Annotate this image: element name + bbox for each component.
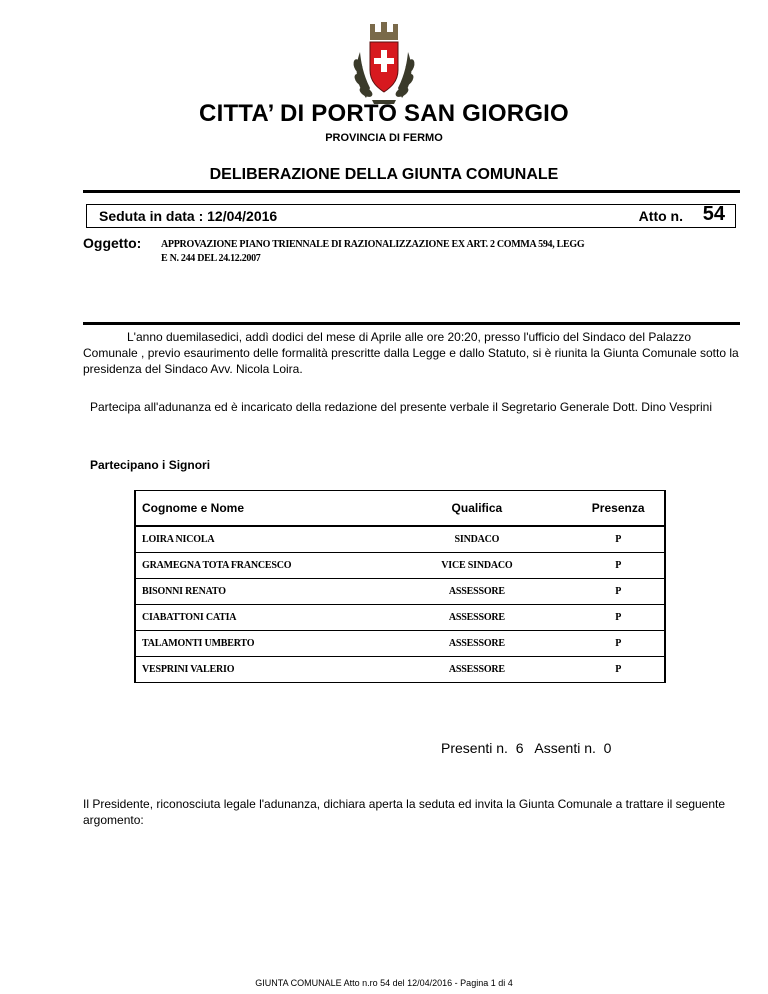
city-title: CITTA’ DI PORTO SAN GIORGIO bbox=[199, 100, 569, 127]
atto-number: 54 bbox=[702, 203, 725, 225]
oggetto-text bbox=[161, 238, 721, 266]
oggetto-line-1: APPROVAZIONE PIANO TRIENNALE DI RAZIONALIZZAZIONE EX ART. 2 COMMA 594, LEGG bbox=[161, 239, 585, 250]
member-name: LOIRA NICOLA bbox=[135, 526, 381, 553]
table-row bbox=[135, 657, 665, 683]
member-name: VESPRINI VALERIO bbox=[135, 657, 381, 683]
page-footer: GIUNTA COMUNALE Atto n.ro 54 del 12/04/2016 - Pagina 1 di 4 bbox=[255, 978, 513, 988]
table-header-row bbox=[135, 491, 665, 527]
member-presence: P bbox=[572, 657, 665, 683]
member-role: VICE SINDACO bbox=[381, 553, 572, 579]
assenti-count: Assenti n. 0 bbox=[534, 740, 612, 756]
participants-heading: Partecipano i Signori bbox=[90, 458, 211, 472]
member-role: ASSESSORE bbox=[381, 579, 572, 605]
oggetto-label: Oggetto: bbox=[83, 235, 142, 251]
header-qualifica: Qualifica bbox=[381, 491, 572, 527]
member-presence: P bbox=[572, 579, 665, 605]
municipal-crest-icon bbox=[348, 18, 420, 110]
intro-paragraph: L'anno duemilasedici, addì dodici del mese di Aprile alle ore 20:20, presso l'ufficio del Sindaco del Palazzo Comunale , previo esaurimento delle formalità prescritte dalla Legge e dallo Statuto, si è riunita la Giunta Comunale sotto la presidenza del Sindaco Avv. Nicola Loira. bbox=[83, 330, 739, 376]
province-subtitle: PROVINCIA DI FERMO bbox=[325, 132, 443, 144]
header-cognome-nome: Cognome e Nome bbox=[135, 491, 381, 527]
member-name: GRAMEGNA TOTA FRANCESCO bbox=[135, 553, 381, 579]
member-name: CIABATTONI CATIA bbox=[135, 605, 381, 631]
closing-paragraph: Il Presidente, riconosciuta legale l'adunanza, dichiara aperta la seduta ed invita la Giunta Comunale a trattare il seguente argomento: bbox=[83, 797, 726, 827]
seduta-date: Seduta in data : 12/04/2016 bbox=[99, 208, 278, 224]
body-divider bbox=[83, 322, 740, 325]
seduta-box bbox=[86, 204, 736, 228]
header-divider bbox=[83, 190, 740, 193]
table-row bbox=[135, 631, 665, 657]
attendance-summary bbox=[441, 740, 611, 756]
members-table bbox=[134, 490, 666, 683]
table-row bbox=[135, 605, 665, 631]
table-row bbox=[135, 579, 665, 605]
member-name: TALAMONTI UMBERTO bbox=[135, 631, 381, 657]
oggetto-line-2: E N. 244 DEL 24.12.2007 bbox=[161, 253, 261, 264]
document-type-title: DELIBERAZIONE DELLA GIUNTA COMUNALE bbox=[209, 166, 559, 183]
member-presence: P bbox=[572, 553, 665, 579]
secretary-paragraph: Partecipa all'adunanza ed è incaricato della redazione del presente verbale il Segretario Generale Dott. Dino Vesprini bbox=[90, 400, 713, 414]
presenti-count: Presenti n. 6 bbox=[441, 740, 524, 756]
member-role: ASSESSORE bbox=[381, 657, 572, 683]
table-row bbox=[135, 526, 665, 553]
atto-label: Atto n. bbox=[638, 208, 683, 224]
member-role: ASSESSORE bbox=[381, 605, 572, 631]
member-role: SINDACO bbox=[381, 526, 572, 553]
member-presence: P bbox=[572, 526, 665, 553]
member-presence: P bbox=[572, 631, 665, 657]
header-presenza: Presenza bbox=[572, 491, 665, 527]
member-role: ASSESSORE bbox=[381, 631, 572, 657]
member-presence: P bbox=[572, 605, 665, 631]
table-row bbox=[135, 553, 665, 579]
member-name: BISONNI RENATO bbox=[135, 579, 381, 605]
